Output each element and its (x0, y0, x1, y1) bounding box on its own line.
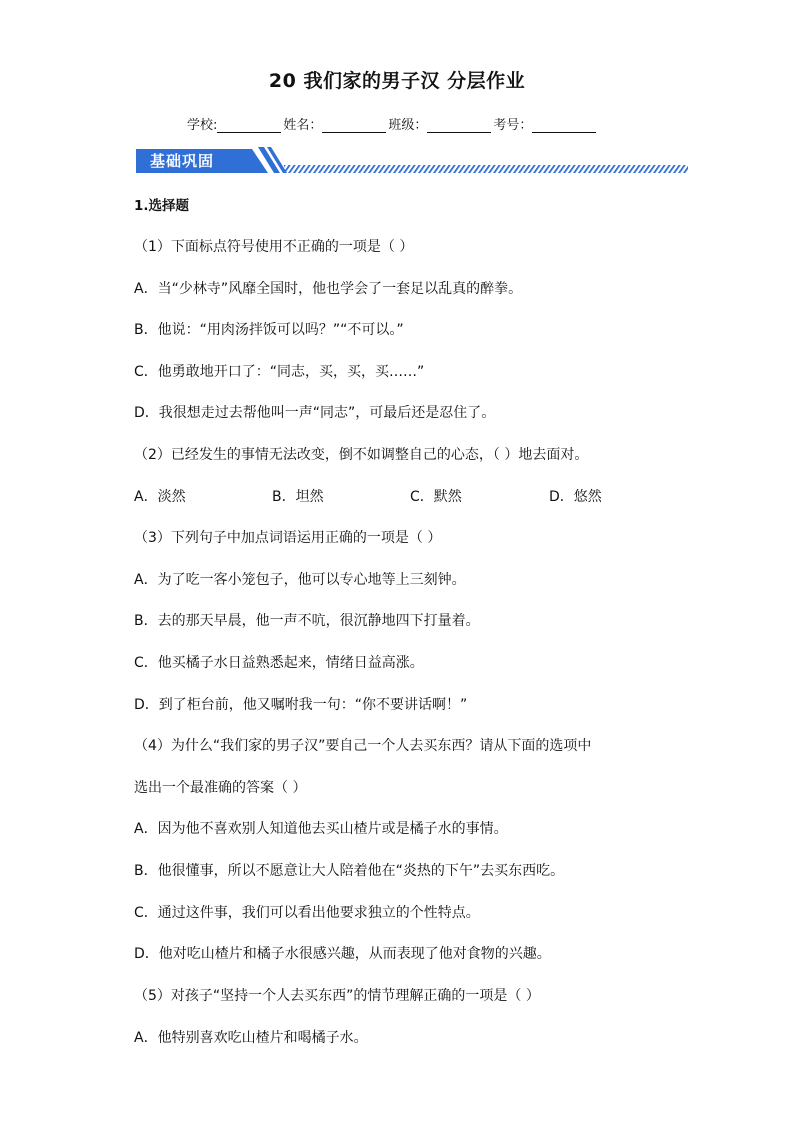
question-4-stem-line-1: （4）为什么“我们家的男子汉”要自己一个人去买东西？请从下面的选项中 (134, 738, 592, 754)
question-3-option-b: B．去的那天早晨，他一声不吭，很沉静地四下打量着。 (134, 613, 480, 629)
page-title: 20 我们家的男子汉 分层作业 (268, 70, 526, 92)
question-3-option-c: C．他买橘子水日益熟悉起来，情绪日益高涨。 (134, 655, 424, 671)
question-5-option-a: A．他特别喜欢吃山楂片和喝橘子水。 (134, 1030, 368, 1046)
question-4-option-b: B．他很懂事，所以不愿意让大人陪着他在“炎热的下午”去买东西吃。 (134, 863, 565, 879)
section-banner (134, 143, 690, 179)
question-2-option-b: B．坦然 (272, 489, 324, 505)
class-label: 班级： (388, 118, 428, 133)
question-4-option-a: A．因为他不喜欢别人知道他去买山楂片或是橘子水的事情。 (134, 821, 508, 837)
school-blank (217, 119, 281, 133)
question-1-option-c: C．他勇敢地开口了：“同志，买，买，买……” (134, 364, 425, 380)
section-heading: 1.选择题 (134, 198, 190, 214)
question-2-stem: （2）已经发生的事情无法改变，倒不如调整自己的心态，（ ）地去面对。 (134, 447, 589, 463)
question-1-option-b: B．他说：“用肉汤拌饭可以吗？”“不可以。” (134, 322, 404, 338)
student-info-row (187, 114, 598, 133)
name-blank (322, 119, 386, 133)
question-1-option-d: D．我很想走过去帮他叫一声“同志”，可最后还是忍住了。 (134, 405, 496, 421)
question-4-option-d: D．他对吃山楂片和橘子水很感兴趣，从而表现了他对食物的兴趣。 (134, 946, 551, 962)
class-blank (427, 119, 491, 133)
question-5-stem: （5）对孩子“坚持一个人去买东西”的情节理解正确的一项是（ ） (134, 988, 540, 1004)
school-label: 学校: (187, 118, 218, 133)
question-3-option-d: D．到了柜台前，他又嘱咐我一句：“你不要讲话啊！” (134, 697, 468, 713)
banner-hatch-line (284, 165, 688, 173)
question-1-option-a: A．当“少林寺”风靡全国时，他也学会了一套足以乱真的醉拳。 (134, 281, 523, 297)
question-2-option-d: D．悠然 (549, 489, 602, 505)
exam-no-blank (532, 119, 596, 133)
question-1-stem: （1）下面标点符号使用不正确的一项是（ ） (134, 239, 414, 255)
banner-label: 基础巩固 (150, 152, 215, 170)
question-4-option-c: C．通过这件事，我们可以看出他要求独立的个性特点。 (134, 905, 480, 921)
question-2-option-c: C．默然 (410, 489, 462, 505)
question-4-stem-line-2: 选出一个最准确的答案（ ） (134, 780, 307, 796)
question-3-stem: （3）下列句子中加点词语运用正确的一项是（ ） (134, 530, 442, 546)
name-label: 姓名： (283, 118, 323, 133)
exam-no-label: 考号： (493, 118, 533, 133)
question-2-option-a: A．淡然 (134, 489, 186, 505)
question-3-option-a: A．为了吃一客小笼包子，他可以专心地等上三刻钟。 (134, 572, 466, 588)
